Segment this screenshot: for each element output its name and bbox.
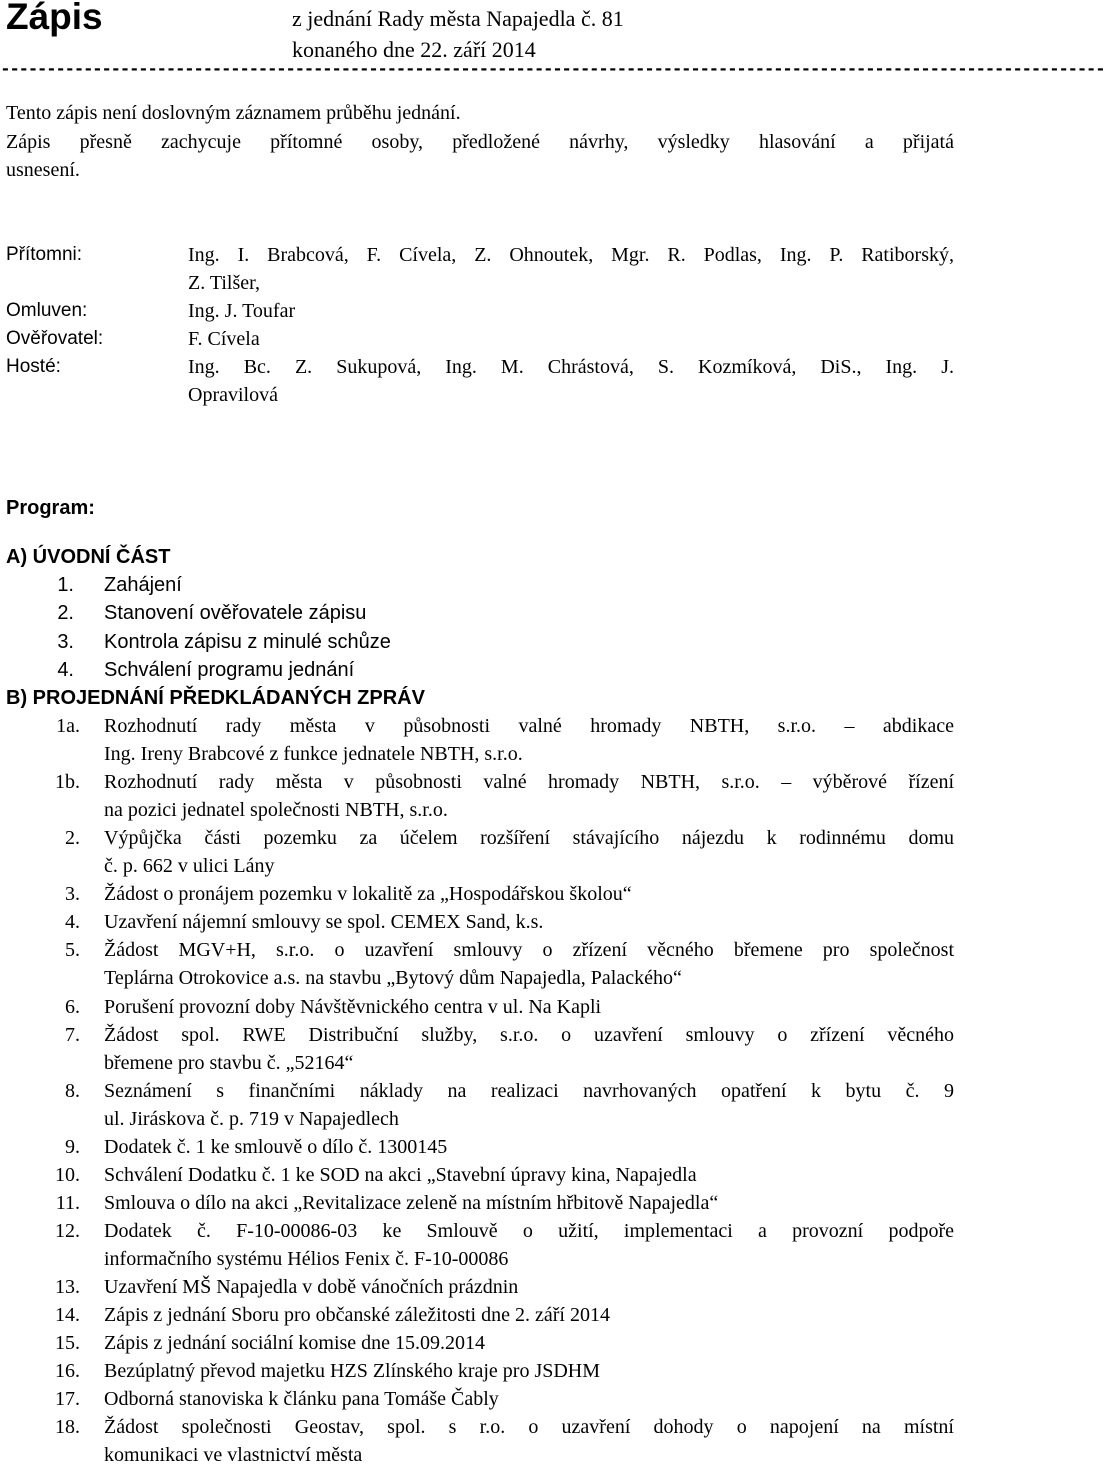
list-item-number: 2. xyxy=(57,602,74,625)
list-item-number: 2. xyxy=(65,827,80,849)
list-item-text: Stanovení ověřovatele zápisu xyxy=(104,602,367,625)
list-item-text: Žádost MGV+H, s.r.o. o uzavření smlouvy o zřízení věcného břemene pro společnost xyxy=(104,939,954,961)
list-item-text: Zahájení xyxy=(104,574,182,596)
list-item-text: Žádost spol. RWE Distribuční služby, s.r.o. o uzavření smlouvy o zřízení věcného xyxy=(104,1024,954,1046)
list-item-text: Zápis z jednání sociální komise dne 15.09.2014 xyxy=(104,1332,486,1354)
list-item-number: 1. xyxy=(57,574,74,596)
list-item-number: 13. xyxy=(55,1276,80,1298)
list-item-number: 17. xyxy=(55,1388,80,1410)
list-item-text: informačního systému Hélios Fenix č. F-10-00086 xyxy=(104,1248,509,1270)
list-item-text: Výpůjčka části pozemku za účelem rozšíření stávajícího nájezdu k rodinnému domu xyxy=(104,827,954,849)
verifier-value: F. Cívela xyxy=(188,328,260,350)
intro-line: Tento zápis není doslovným záznamem průběhu jednání. xyxy=(6,102,461,124)
guests-label: Hosté: xyxy=(6,356,61,377)
present-label: Přítomni: xyxy=(6,244,83,265)
list-item-text: komunikaci ve vlastnictví města xyxy=(104,1444,363,1466)
list-item-text: Uzavření nájemní smlouvy se spol. CEMEX Sand, k.s. xyxy=(104,911,544,933)
list-item-text: Dodatek č. 1 ke smlouvě o dílo č. 1300145 xyxy=(104,1136,448,1158)
list-item-text: Schválení Dodatku č. 1 ke SOD na akci „Stavební úpravy kina, Napajedla xyxy=(104,1164,697,1186)
list-item-text: Odborná stanoviska k článku pana Tomáše Čably xyxy=(104,1388,499,1410)
list-item-text: Bezúplatný převod majetku HZS Zlínského kraje pro JSDHM xyxy=(104,1360,601,1382)
list-item-text: Žádost o pronájem pozemku v lokalitě za „Hospodářskou školou“ xyxy=(104,883,632,905)
document-title: Zápis xyxy=(6,0,103,37)
list-item-number: 3. xyxy=(65,883,80,905)
list-item-text: č. p. 662 v ulici Lány xyxy=(104,855,275,877)
intro-line: usnesení. xyxy=(6,159,80,181)
list-item-text: Zápis z jednání Sboru pro občanské záležitosti dne 2. září 2014 xyxy=(104,1304,610,1326)
list-item-number: 14. xyxy=(55,1304,80,1326)
section-heading: A) ÚVODNÍ ČÁST xyxy=(6,546,171,568)
program-heading: Program: xyxy=(6,497,95,519)
list-item-text: Uzavření MŠ Napajedla v době vánočních prázdnin xyxy=(104,1276,519,1298)
list-item-number: 5. xyxy=(65,939,80,961)
list-item-text: břemene pro stavbu č. „52164“ xyxy=(104,1052,354,1074)
list-item-text: Teplárna Otrokovice a.s. na stavbu „Bytový dům Napajedla, Palackého“ xyxy=(104,967,682,989)
meeting-date: konaného dne 22. září 2014 xyxy=(292,37,536,62)
guests-list: Ing. Bc. Z. Sukupová, Ing. M. Chrástová, S. Kozmíková, DiS., Ing. J. xyxy=(188,356,954,378)
list-item-text: Schválení programu jednání xyxy=(104,658,355,681)
list-item-number: 11. xyxy=(55,1192,80,1214)
list-item-text: Rozhodnutí rady města v působnosti valné hromady NBTH, s.r.o. – abdikace xyxy=(104,715,954,737)
list-item-text: Kontrola zápisu z minulé schůze xyxy=(104,630,391,653)
list-item-number: 4. xyxy=(57,658,74,681)
intro-line: Zápis přesně zachycuje přítomné osoby, předložené návrhy, výsledky hlasování a přijatá xyxy=(6,131,954,153)
list-item-text: na pozici jednatel společnosti NBTH, s.r.o. xyxy=(104,799,448,821)
list-item-text: Ing. Ireny Brabcové z funkce jednatele NBTH, s.r.o. xyxy=(104,743,523,765)
meeting-subtitle: z jednání Rady města Napajedla č. 81 xyxy=(292,6,624,31)
list-item-number: 18. xyxy=(55,1416,80,1438)
list-item-number: 16. xyxy=(55,1360,80,1382)
list-item-text: Rozhodnutí rady města v působnosti valné hromady NBTH, s.r.o. – výběrové řízení xyxy=(104,771,954,793)
guests-list: Opravilová xyxy=(188,384,278,406)
list-item-text: Žádost společnosti Geostav, spol. s r.o. o uzavření dohody o napojení na místní xyxy=(104,1416,954,1438)
present-list: Z. Tilšer, xyxy=(188,272,261,294)
list-item-number: 15. xyxy=(55,1332,80,1354)
list-item-number: 7. xyxy=(65,1024,80,1046)
list-item-number: 9. xyxy=(65,1136,80,1158)
list-item-number: 1a. xyxy=(56,715,80,737)
section-heading: B) PROJEDNÁNÍ PŘEDKLÁDANÝCH ZPRÁV xyxy=(6,687,425,709)
list-item-text: ul. Jiráskova č. p. 719 v Napajedlech xyxy=(104,1108,399,1130)
list-item-number: 8. xyxy=(65,1080,80,1102)
separator-line: ------------------------------------------------------------------------------------------------------------------------ xyxy=(0,60,1104,80)
list-item-text: Smlouva o dílo na akci „Revitalizace zeleně na místním hřbitově Napajedla“ xyxy=(104,1192,719,1214)
list-item-text: Porušení provozní doby Návštěvnického centra v ul. Na Kapli xyxy=(104,996,602,1018)
list-item-number: 10. xyxy=(55,1164,80,1186)
list-item-number: 3. xyxy=(57,630,74,653)
verifier-label: Ověřovatel: xyxy=(6,328,104,349)
present-list: Ing. I. Brabcová, F. Cívela, Z. Ohnoutek, Mgr. R. Podlas, Ing. P. Ratiborský, xyxy=(188,244,954,266)
excused-value: Ing. J. Toufar xyxy=(188,300,296,322)
list-item-number: 6. xyxy=(65,996,80,1018)
list-item-number: 12. xyxy=(55,1220,80,1242)
excused-label: Omluven: xyxy=(6,300,88,321)
list-item-text: Seznámení s finančními náklady na realizaci navrhovaných opatření k bytu č. 9 xyxy=(104,1080,954,1102)
list-item-number: 4. xyxy=(65,911,80,933)
list-item-text: Dodatek č. F-10-00086-03 ke Smlouvě o užití, implementaci a provozní podpoře xyxy=(104,1220,954,1242)
list-item-number: 1b. xyxy=(55,771,80,793)
